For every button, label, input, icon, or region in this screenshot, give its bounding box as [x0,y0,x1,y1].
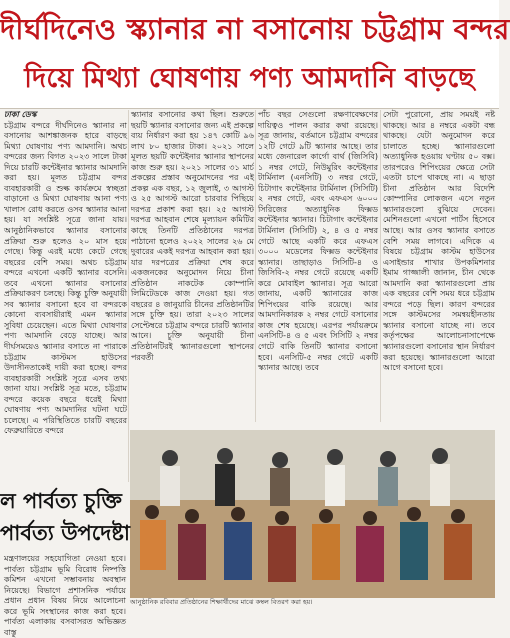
headline-line-1: দীর্ঘদিনেও স্ক্যানার না বসানোয় চট্টগ্রাম বন্দর [0,12,510,46]
column-divider [380,110,381,422]
column-divider [255,110,256,422]
side-article [0,482,130,637]
column-divider [128,110,129,482]
dateline: ঢাকা ডেস্ক [4,110,37,119]
headline-line-2: দিয়ে মিথ্যা ঘোষণায় পণ্য আমদানি বাড়ছে [24,63,475,94]
side-article-body [4,554,126,637]
article-text-col2: স্ক্যানার বসানোর কথা ছিল। শুরুতে ছয়টি স্ক্যানার বসানোর জন্য এই প্রকল্পে ব্যয় নির্ধারণ করা হয় ১৪৭ কোটি ৯৬ লাখ ৮০ হাজার টাকা। ২০২১ সালে মূলত ছয়টি কন্টেইনার স্ক্যানার স্থাপনের কাজ শুরু হয়। ২০২১ সালের ৩১ মার্চ প্রকল্পের প্রস্তাব অনুমোদনের পর এই প্রকল্প এক বছর, ১২ জুলাই, ৩ আগস্ট ও ২৫ আগস্ট আরো চারবার পিছিয়ে দরপত্র প্রকাশ করা হয়। ২৫ আগস্ট দরপত্র আহবান শেষে মূল্যায়ন কমিটির কাছে তিনটি প্রতিষ্ঠানের দরপত্র পাঠানো হলেও ২০২২ সালের ২৬ মে দুবারের একই দরপত্র আহবান করা হয়। যার দরপত্রের প্রক্রিয়া শেষ করে একজনকের অনুমোদন নিয়ে চীনা প্রতিষ্ঠান নাকটেক কোম্পানি লিমিটেডকে কাজ দেওয়া হয়। গত বছরের ৪ জানুয়ারি চীনের প্রতিষ্ঠানটির সঙ্গে চুক্তি হয়। তারা ২০২৩ সালের সেপ্টেম্বরে চট্টগ্রাম বন্দরে চারটি স্ক্যানার আনে। চুক্তি অনুযায়ী চীনা প্রতিষ্ঠানটিরই স্ক্যানারগুলো স্থাপনের পরবর্তী [131,110,254,362]
article-text-col1: চট্টগ্রাম বন্দরে দীর্ঘদিনেও স্ক্যানার না বসানোয় আশঙ্কাজনক হারে বাড়ছে মিথ্যা ঘোষণায় পণ্য আমদানি। অথচ বন্দরের জন্য বিগত ২০২৩ সালে টাকা দিয়ে চারটি কন্টেইনার স্ক্যানার আমদানি করা হয়। মূলত চট্টগ্রাম বন্দর ব্যবহারকারী ও শুল্ক কার্যক্রমে স্বচ্ছতা বাড়ানো ও মিথ্যা ঘোষণায় আনা পণ্য খালাস রোধ করতে ওসব স্ক্যানার আনা হয়। যা সংশ্লিষ্ট সূত্রে জানা যায়। আনুষ্ঠানিকভাবে স্ক্যানার বসানোর প্রক্রিয়া শুরু হলেও ২০ মাস হয়ে গেছে। কিন্তু এরই মধ্যে কেটে গেছে বছরের বেশি সময়। অথচ চট্টগ্রাম বন্দরে এখনো একটি স্ক্যানার বসেনি। তবে এখনো স্ক্যানার বসানোর প্রক্রিয়াকরণ চলছে। কিন্তু চুক্তি অনুযায়ী সব স্ক্যানার বসানো হবে বা বন্দরকে কোনো ব্যবসায়ীরাই এমন স্ক্যানার সুবিধা চেয়েছেন। এতে মিথ্যা ঘোষণার পণ্য আমদানি বেড়ে যাচ্ছে। আর দীর্ঘসময়েও স্ক্যানার বসাতে না পারাকে চট্টগ্রাম কাস্টমস হাউসের উদাসীনতাকেই দায়ী করা হচ্ছে। বন্দর ব্যবহারকারী সংশ্লিষ্ট সূত্রে এসব তথ্য জানা যায়। সংশ্লিষ্ট সূত্র মতে, চট্টগ্রাম বন্দরে কয়েক বছরে ধরেই মিথ্যা ঘোষণায় পণ্য আমদানির ঘটনা ঘটে চলেছে। এ পরিস্থিতিতে চারটি বছরের ফেব্রুয়ারিতে বন্দরে [4,120,127,436]
side-article-text: মন্ত্রণালয়ের সহযোগিতা নেওয়া হবে। পার্বত্য চট্টগ্রাম ভূমি বিরোধ নিষ্পত্তি কমিশন এখনো সম্ভাবনায় অবস্থান নিয়েছে। বিভাগে প্রশাসনিক পর্যায়ে প্রধান প্রধান বিষয় নিয়ে আলোচনা করে ভূমি সংস্থানের কাজ করা হবে। পার্বত্য এলাকায় বসবাসরত অভিজ্ঞত বাস্তু [4,554,126,637]
article-text-col3: পাঁচ বছর সেগুলো রক্ষণাবেক্ষণের দায়িত্বও পালন করার কথা রয়েছে। সূত্র জানায়, বর্তমানে চট্টগ্রাম বন্দরের ১২টি গেটে ৯টি স্ক্যানার আছে। তার মধ্যে জেনারেল কার্গো বার্থ (জিসিবি) ১ নম্বর গেটে, নিউমুরিং কন্টেইনার টার্মিনাল (এনসিটি) ৩ নম্বর গেটে, চিটাগাং কন্টেইনার টার্মিনাল (সিসিটি) ২ নম্বর গেটে, এবং এফএস ৬০০০ সিরিজের অত্যাধুনিক ফিক্সড কন্টেইনার স্ক্যানার। চিটাগাং কন্টেইনার টার্মিনাল (সিসিটি) ২, ৪ ও ৫ নম্বর গেটে আছে একটি করে এফএস ৩০০০ মডেলের ফিক্সড কন্টেইনার স্ক্যানার। তাছাড়াও সিসিটি-৪ ও জিসিবি-২ নম্বর গেটে রয়েছে একটি করে মোবাইল স্ক্যানার। সূত্র আরো জানায়, একটি স্ক্যানারের কাজ শিপিংয়ের বাকি রয়েছে। আর আমদানিকারক ২ নম্বর গেটে বসানোর কাজ শেষ হয়েছে। এরপর পর্যায়ক্রমে এনসিটি-৪ ও ৫ এবং সিসিটি ২ নম্বর গেটে বাকি তিনটি স্ক্যানার বসানো হবে। এনসিটি-৫ নম্বর গেটে একটি স্ক্যানার আছে। তবে [258,110,378,373]
photo-caption: আনুষ্ঠানিক রবিবার প্রতিষ্ঠানের শিক্ষার্থীদের মাঝে কম্বল বিতরণ করা হয়। [130,598,313,606]
article-column-1 [4,110,127,482]
side-headline-2: পার্বত্য উপদেষ্টা [0,521,130,545]
article-column-3 [258,110,378,422]
article-column-2 [131,110,254,422]
side-headline-1: ল পার্বত্য চুক্তি [0,489,122,513]
headline-band [0,0,510,109]
photo-illustration [130,430,495,598]
article-column-4 [383,110,495,422]
news-photo [130,430,495,598]
article-text-col4: সেটা পুরোনো, প্রায় সময়ই নষ্ট থাকছে। আর ৪ নম্বরে একটা বন্ধ থাকছে। যেটা অনুমোদন করে চালাতে হচ্ছে। স্ক্যানারগুলো অত্যাধুনিক হওয়ায় ঘণ্টায় ৫০ বক্স। তারপরেও শিপিংয়ের ক্ষেত্রে সেটা এতটা চাপে থাকছে না। এ ছাড়া চীনা প্রতিষ্ঠান আর বিদেশি কোম্পানির লোকজন এসে নতুন স্ক্যানারগুলো বুঝিয়ে দেবেন। মেশিনগুলো এখনো পার্টস হিসেবে আছে। আর ওসব স্ক্যানার বসাতে বেশি সময় লাগবে। এদিকে এ বিষয়ে চট্টগ্রাম কাস্টম হাউসের এসাইন্ডার শাখার উপকমিশনার ইমাম গাজ্জালী জানান, চীন থেকে আমদানি করা স্ক্যানারগুলো প্রায় এক বছরের বেশি সময় ধরে চট্টগ্রাম বন্দরে পড়ে ছিল। কারণ বন্দরের সঙ্গে কাস্টমসের সমন্বয়হীনতায় স্ক্যানার বসানো যাচ্ছে না। তবে কর্তৃপক্ষের আলোচনাসাপেক্ষে স্ক্যানারগুলো বসানোর স্থান নির্ধারণ করা হয়েছে। স্ক্যানারগুলো আরো আগে বসানো হবে। [383,110,495,373]
